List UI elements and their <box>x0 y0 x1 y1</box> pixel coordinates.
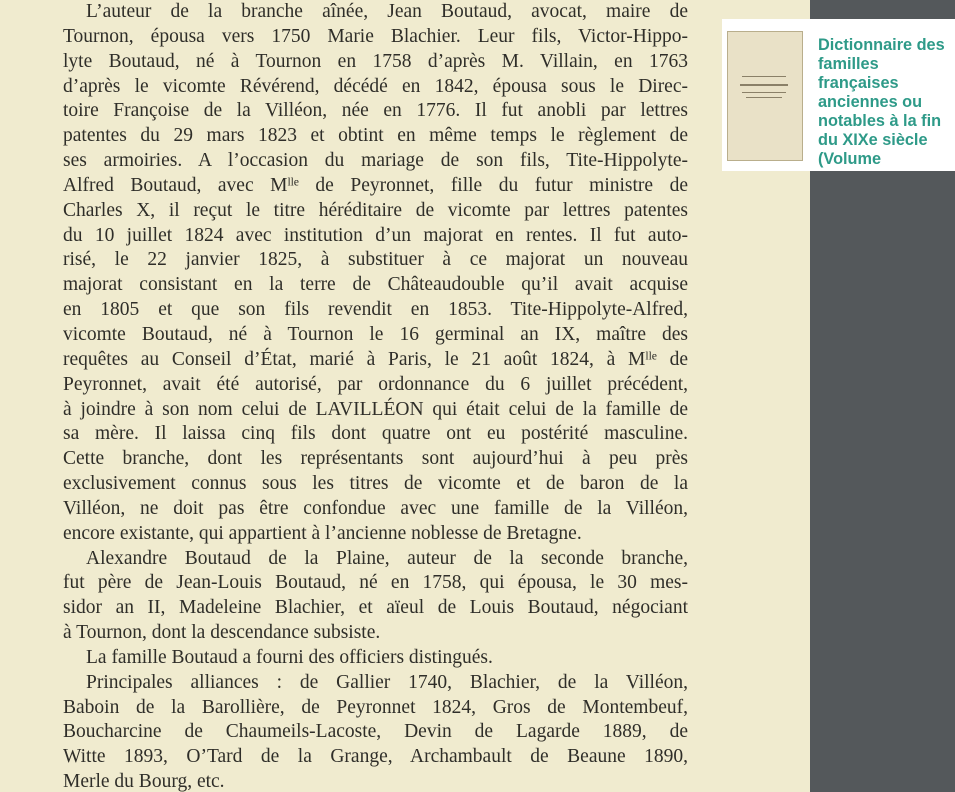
text-line: Witte 1893, O’Tard de la Grange, Archambault de Beaune 1890, <box>63 746 688 768</box>
text-line: Merle du Bourg, etc. <box>63 771 225 792</box>
text-line: à Tournon, dont la descendance subsiste. <box>63 622 381 644</box>
text-line: encore existante, qui appartient à l’ancienne noblesse de Bretagne. <box>63 522 582 544</box>
text-line: sidor an II, Madeleine Blachier, et aïeul de Louis Boutaud, négociant <box>63 597 688 619</box>
text-line: Alfred Boutaud, avec Mˡˡᵉ de Peyronnet, fille du futur ministre de <box>63 174 688 196</box>
text-line: du 10 juillet 1824 avec institution d’un majorat en rentes. Il fut auto- <box>63 224 688 246</box>
text-line: Peyronnet, avait été autorisé, par ordonnance du 6 juillet précédent, <box>63 373 688 395</box>
text-line: exclusivement connus sous les titres de vicomte et de baron de la <box>63 473 688 495</box>
text-line: Tournon, épousa vers 1750 Marie Blachier. Leur fils, Victor-Hippo- <box>63 25 688 47</box>
text-line: à joindre à son nom celui de LAVILLÉON qui était celui de la famille de <box>63 398 688 420</box>
text-line: risé, le 22 janvier 1825, à substituer à ce majorat un nouveau <box>63 249 688 271</box>
text-line: fut père de Jean-Louis Boutaud, né en 1758, qui épousa, le 30 mes- <box>63 572 688 594</box>
book-title-link[interactable]: Dictionnaire des familles françaises anciennes ou notables à la fin du XIXe siècle (Volume <box>818 36 945 168</box>
text-line: patentes du 29 mars 1823 et obtint en même temps le règlement de <box>63 125 688 147</box>
text-line: Charles X, il reçut le titre héréditaire de vicomte par lettres patentes <box>63 199 688 221</box>
text-line: L’auteur de la branche aînée, Jean Boutaud, avocat, maire de <box>86 1 688 22</box>
text-line: Principales alliances : de Gallier 1740, Blachier, de la Villéon, <box>86 671 688 693</box>
text-line: lyte Boutaud, né à Tournon en 1758 d’après M. Villain, en 1763 <box>63 50 688 72</box>
text-line: Cette branche, dont les représentants sont aujourd’hui à peu près <box>63 448 688 470</box>
text-line: La famille Boutaud a fourni des officiers distingués. <box>86 646 493 668</box>
text-line: Alexandre Boutaud de la Plaine, auteur de la seconde branche, <box>86 547 688 569</box>
book-cover-thumbnail[interactable] <box>727 31 803 161</box>
text-line: requêtes au Conseil d’État, marié à Paris, le 21 août 1824, à Mˡˡᵉ de <box>63 348 688 370</box>
text-line: majorat consistant en la terre de Châteaudouble qu’il avait acquise <box>63 274 688 296</box>
text-line: d’après le vicomte Révérend, décédé en 1842, épousa sous le Direc- <box>63 75 688 97</box>
text-line: Baboin de la Barollière, de Peyronnet 1824, Gros de Montembeuf, <box>63 696 688 718</box>
text-line: en 1805 et que son fils revendit en 1853. Tite-Hippolyte-Alfred, <box>63 299 688 321</box>
text-line: Boucharcine de Chaumeils-Lacoste, Devin de Lagarde 1889, de <box>63 721 688 743</box>
text-line: ses armoiries. A l’occasion du mariage de son fils, Tite-Hippolyte- <box>63 150 688 172</box>
book-card[interactable] <box>722 19 955 171</box>
text-line: toire Françoise de la Villéon, née en 1776. Il fut anobli par lettres <box>63 100 688 122</box>
text-line: Villéon, ne doit pas être confondue avec une famille de la Villéon, <box>63 497 688 519</box>
text-line: vicomte Boutaud, né à Tournon le 16 germinal an IX, maître des <box>63 323 688 345</box>
page-text <box>63 0 688 792</box>
text-line: sa mère. Il laissa cinq fils dont quatre ont eu postérité masculine. <box>63 423 688 445</box>
